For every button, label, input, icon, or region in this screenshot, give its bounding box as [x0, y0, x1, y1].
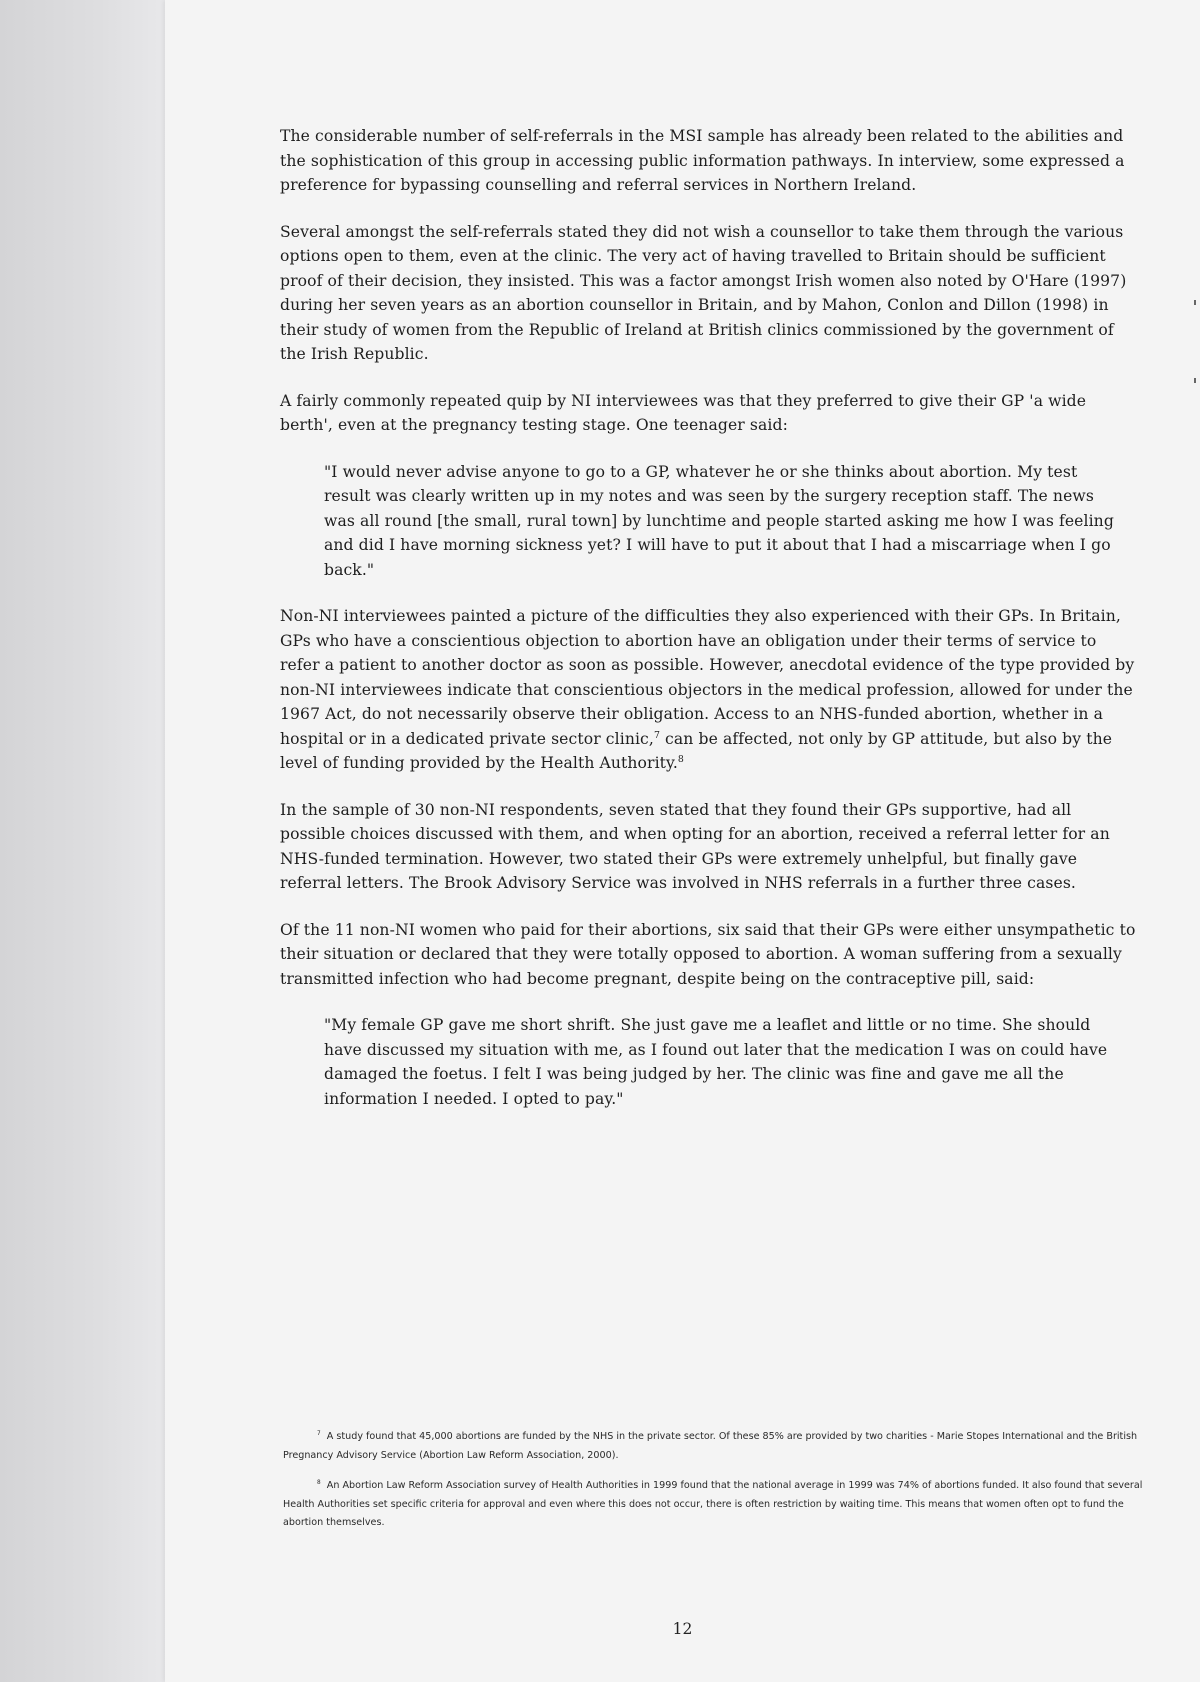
paragraph-paid-abortions: Of the 11 non-NI women who paid for their abortions, six said that their GPs were either unsympathetic to their situation or declared that they were totally opposed to abortion. A woman suffering from a sexually transmitted infection who had become pregnant, despite being on the contraceptive pill, said: [280, 920, 1136, 988]
document-page [165, 0, 1200, 1682]
footnote-ref-7[interactable]: 7 [653, 729, 660, 741]
footnote-7-marker: 7 [317, 1430, 321, 1437]
paragraph-non-ni-gps [280, 604, 1140, 776]
paragraph-non-ni-gps-text-a: Non-NI interviewees painted a picture of the difficulties they also experienced with their GPs. In Britain, GPs who have a conscientious objection to abortion have an obligation under their terms of service to refer a patient to another doctor as soon as possible. However, anecdotal evidence of the type provided by non-NI interviewees indicate that conscientious objectors in the medical profession, allowed for under the 1967 Act, do not necessarily observe their obligation. Access to an NHS-funded abortion, whether in a hospital or in a dedicated private sector clinic, [280, 607, 1135, 748]
paragraph-self-referrals: The considerable number of self-referrals in the MSI sample has already been related to the abilities and the sophistication of this group in accessing public information pathways. In interview, some expressed a preference for bypassing counselling and referral services in Northern Ireland. [280, 127, 1125, 194]
footnote-7 [283, 1428, 1143, 1465]
footnote-ref-8[interactable]: 8 [677, 753, 684, 765]
quote-teenager: "I would never advise anyone to go to a GP, whatever he or she thinks about abortion. My test result was clearly written up in my notes and was seen by the surgery reception staff. The news was all round [the small, rural town] by lunchtime and people started asking me how I was feeling and did I have morning sickness yet? I will have to put it about that I had a miscarriage when I go back." [324, 462, 1114, 579]
quote-female-gp: "My female GP gave me short shrift. She just gave me a leaflet and little or no time. She should have discussed my situation with me, as I found out later that the medication I was on could have damaged the foetus. I felt I was being judged by her. The clinic was fine and gave me all the information I needed. I opted to pay." [324, 1016, 1108, 1108]
scan-left-margin [0, 0, 165, 1682]
footnotes [283, 1428, 1143, 1545]
paragraph-sample-30: In the sample of 30 non-NI respondents, seven stated that they found their GPs supportive, had all possible choices discussed with them, and when opting for an abortion, received a referral letter for an NHS-funded termination. However, two stated their GPs were extremely unhelpful, but finally gave referral letters. The Brook Advisory Service was involved in NHS referrals in a further three cases. [280, 800, 1110, 892]
footnote-8-marker: 8 [317, 1479, 321, 1486]
footnote-8 [283, 1477, 1143, 1533]
paragraph-non-ni-gps-text-b: can be affected, not only by GP attitude, but also by the level of funding provided by the Health Authority. [280, 729, 1113, 772]
paragraph-counsellor-options: Several amongst the self-referrals stated they did not wish a counsellor to take them through the various options open to them, even at the clinic. The very act of having travelled to Britain should be sufficient proof of their decision, they insisted. This was a factor amongst Irish women also noted by O'Hare (1997) during her seven years as an abortion counsellor in Britain, and by Mahon, Conlon and Dillon (1998) in their study of women from the Republic of Ireland at British clinics commissioned by the government of the Irish Republic. [280, 222, 1127, 363]
scan-edge-mark [1194, 378, 1196, 383]
scan-edge-mark [1194, 300, 1196, 305]
body-text [280, 124, 1140, 1133]
footnote-8-text: An Abortion Law Reform Association survey of Health Authorities in 1999 found that the national average in 1999 was 74% of abortions funded. It also found that several Health Authorities set specific criteria for approval and even where this does not occur, there is often restriction by waiting time. This means that women often opt to fund the abortion themselves. [283, 1480, 1143, 1528]
paragraph-wide-berth: A fairly commonly repeated quip by NI interviewees was that they preferred to give their GP 'a wide berth', even at the pregnancy testing stage. One teenager said: [280, 391, 1087, 434]
page-number: 12 [672, 1620, 693, 1638]
footnote-7-text: A study found that 45,000 abortions are funded by the NHS in the private sector. Of these 85% are provided by two charities - Marie Stopes International and the British Pregnancy Advisory Service (Abortion Law Reform Association, 2000). [283, 1431, 1138, 1461]
